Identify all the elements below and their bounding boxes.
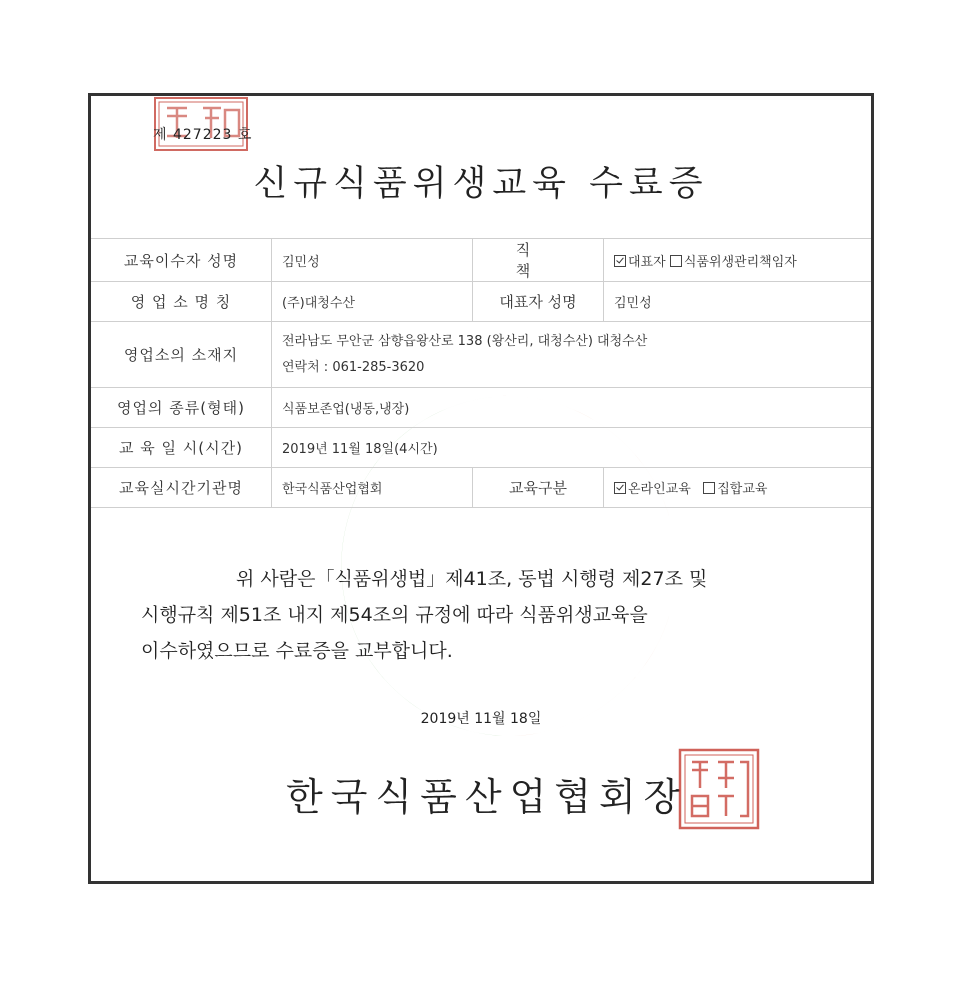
address: 전라남도 무안군 삼향읍왕산로 138 (왕산리, 대청수산) 대청수산	[282, 333, 648, 349]
position-representative-label: 대표자	[628, 254, 666, 270]
position-options	[604, 239, 872, 282]
issue-date: 2019년 11월 18일	[420, 711, 542, 727]
edu-datetime: 2019년 11월 18일(4시간)	[272, 428, 872, 468]
address-label: 영업소의 소재지	[91, 322, 272, 388]
edu-datetime-label: 교 육 일 시(시간)	[91, 428, 272, 468]
edu-type-options	[604, 468, 872, 508]
statement-line-2: 시행규칙 제51조 내지 제54조의 규정에 따라 식품위생교육을	[141, 604, 648, 626]
edu-online-checkbox	[614, 482, 626, 494]
representative-label: 대표자 성명	[473, 282, 604, 322]
statement-line-1: 위 사람은「식품위생법」제41조, 동법 시행령 제27조 및	[236, 568, 708, 590]
business-name-label: 영 업 소 명 칭	[91, 282, 272, 322]
association-seal-bottom	[678, 748, 760, 830]
institution: 한국식품산업협회	[272, 468, 473, 508]
business-type: 식품보존업(냉동,냉장)	[272, 388, 872, 428]
representative-name: 김민성	[604, 282, 872, 322]
certificate	[88, 93, 874, 884]
statement-line-3: 이수하였으므로 수료증을 교부합니다.	[141, 640, 453, 662]
trainee-name: 김민성	[272, 239, 473, 282]
info-table	[91, 238, 871, 508]
certificate-number: 제 427223 호	[153, 127, 253, 143]
edu-group-checkbox	[703, 482, 715, 494]
edu-group-label: 집합교육	[717, 482, 768, 497]
statement	[141, 561, 831, 669]
edu-online-label: 온라인교육	[628, 482, 691, 497]
business-type-label: 영업의 종류(형태)	[91, 388, 272, 428]
business-name: (주)대청수산	[272, 282, 473, 322]
position-manager-label: 식품위생관리책임자	[683, 254, 797, 270]
trainee-name-label: 교육이수자 성명	[91, 239, 272, 282]
institution-label: 교육실시간기관명	[91, 468, 272, 508]
issuer-name: 한국식품산업협회장	[286, 775, 689, 819]
position-manager-checkbox	[670, 255, 682, 267]
contact: 연락처 : 061-285-3620	[282, 359, 425, 375]
position-representative-checkbox	[614, 255, 626, 267]
position-label: 직 책	[473, 239, 604, 282]
certificate-title: 신규식품위생교육 수료증	[253, 164, 709, 204]
edu-type-label: 교육구분	[473, 468, 604, 508]
address-cell	[272, 322, 872, 388]
